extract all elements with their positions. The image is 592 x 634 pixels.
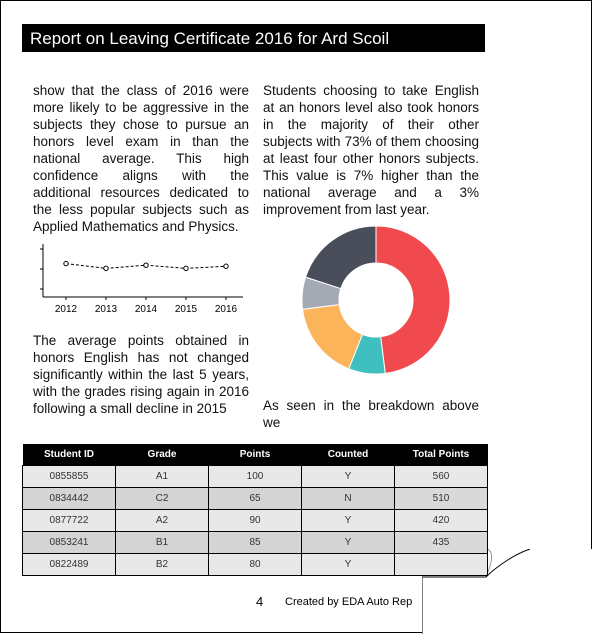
table-cell: 65 <box>209 488 302 510</box>
data-point <box>144 263 148 267</box>
paragraph-honors-confidence: show that the class of 2016 were more likely to be aggressive in the subjects they chose to pursue an honors level exam in than the national average. This high confidence aligns with the additional resources dedicated to the less popular subjects such as Applied Mathematics and Physics. <box>33 83 249 234</box>
data-point <box>64 261 68 265</box>
table-cell: 0822489 <box>23 554 116 576</box>
table-cell: A2 <box>116 510 209 532</box>
table-cell: 90 <box>209 510 302 532</box>
paragraph-breakdown: As seen in the breakdown above we <box>263 398 479 430</box>
table-cell: 80 <box>209 554 302 576</box>
data-point <box>224 264 228 268</box>
table-cell: C2 <box>116 488 209 510</box>
table-cell: Y <box>302 510 395 532</box>
column-header: Student ID <box>23 444 116 466</box>
donut-slice <box>306 226 376 289</box>
report-title: Report on Leaving Certificate 2016 for Ard Scoil <box>22 24 485 52</box>
student-table <box>22 444 488 576</box>
table-cell: 0834442 <box>23 488 116 510</box>
english-points-line-chart <box>31 239 253 317</box>
x-tick-label: 2016 <box>214 304 238 315</box>
table-row <box>23 488 488 510</box>
table-row <box>23 554 488 576</box>
table-cell: 100 <box>209 466 302 488</box>
table-cell: B1 <box>116 532 209 554</box>
column-header: Counted <box>302 444 395 466</box>
table-cell: 0855855 <box>23 466 116 488</box>
column-header: Total Points <box>395 444 488 466</box>
table-cell: 420 <box>395 510 488 532</box>
column-header: Points <box>209 444 302 466</box>
footer-credit: Created by EDA Auto Rep <box>285 596 413 608</box>
data-point <box>104 266 108 270</box>
x-tick-label: 2013 <box>94 304 118 315</box>
table-cell: 510 <box>395 488 488 510</box>
data-point <box>184 266 188 270</box>
x-tick-label: 2015 <box>174 304 198 315</box>
table-cell: 435 <box>395 532 488 554</box>
page-number: 4 <box>256 594 264 609</box>
breakdown-donut-chart <box>301 225 451 375</box>
table-cell: 85 <box>209 532 302 554</box>
table-row <box>23 510 488 532</box>
table-cell: Y <box>302 532 395 554</box>
table-cell: 0877722 <box>23 510 116 532</box>
table-cell: Y <box>302 554 395 576</box>
donut-slice <box>376 226 450 373</box>
x-tick-label: 2012 <box>54 304 78 315</box>
table-header-row <box>23 444 488 466</box>
x-tick-label: 2014 <box>134 304 158 315</box>
column-header: Grade <box>116 444 209 466</box>
table-cell: 0853241 <box>23 532 116 554</box>
paragraph-english-honors: Students choosing to take English at an honors level also took honors in the majority of their other subjects with 73% of them choosing at least four other honors subjects. This value is 7% higher than the national average and a 3% improvement from last year. <box>263 83 479 217</box>
table-cell: N <box>302 488 395 510</box>
page-curl <box>422 549 592 634</box>
table-cell: A1 <box>116 466 209 488</box>
table-cell: B2 <box>116 554 209 576</box>
table-cell: Y <box>302 466 395 488</box>
table-cell: 560 <box>395 466 488 488</box>
table-row <box>23 532 488 554</box>
table-row <box>23 466 488 488</box>
paragraph-average-points: The average points obtained in honors English has not changed significantly within the last 5 years, with the grades rising again in 2016 following a small decline in 2015 <box>33 333 249 416</box>
